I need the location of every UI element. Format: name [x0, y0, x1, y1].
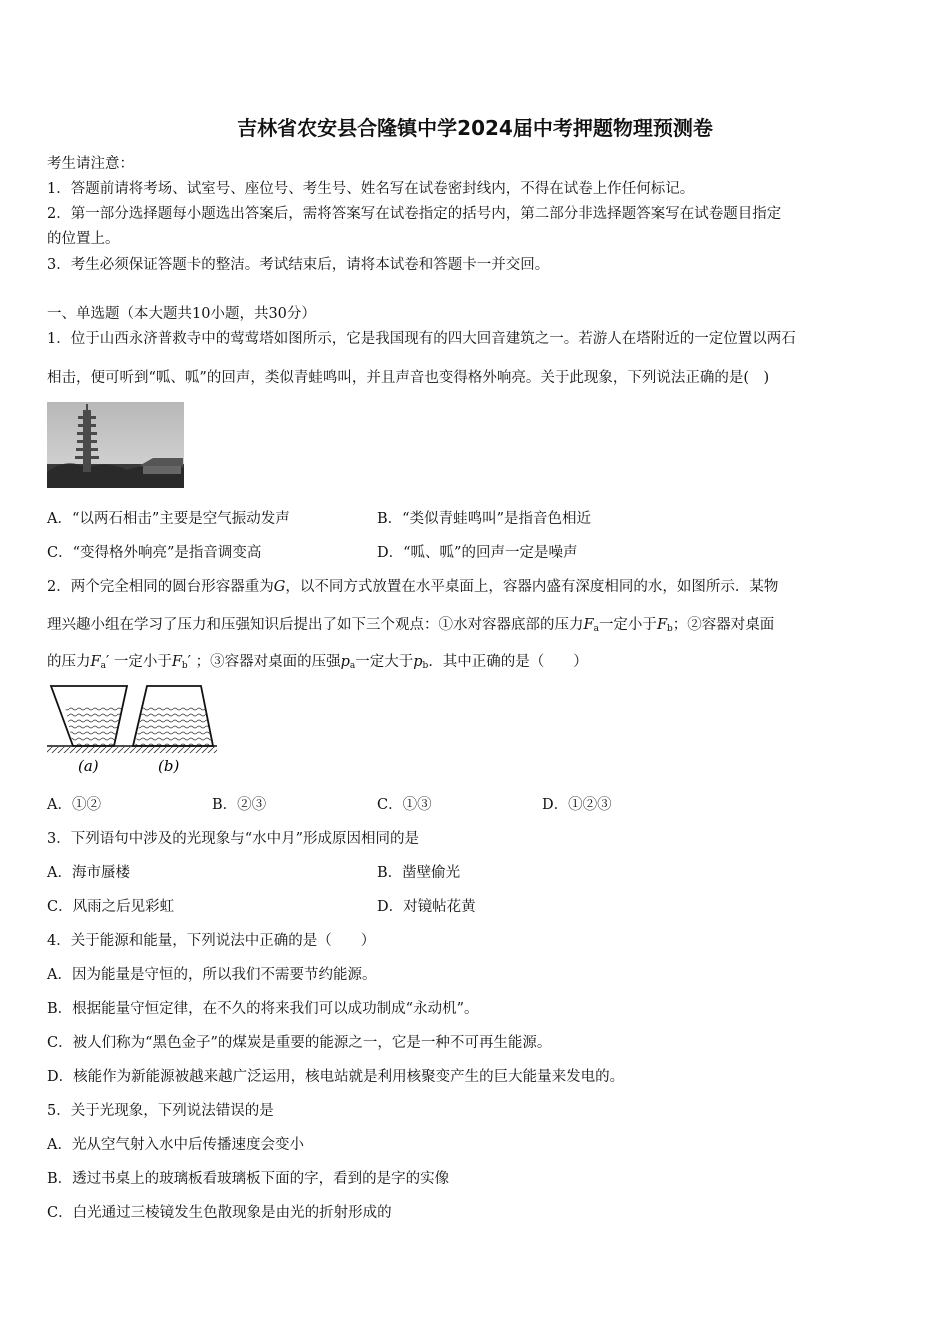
pagoda-photo	[47, 402, 184, 488]
q4-option-d: D．核能作为新能源被越来越广泛运用，核电站就是利用核聚变产生的巨大能量来发电的。	[47, 1069, 625, 1085]
q5-option-c: C．白光通过三棱镜发生色散现象是由光的折射形成的	[47, 1205, 392, 1221]
q4-option-c: C．被人们称为“黑色金子”的煤炭是重要的能源之一，它是一种不可再生能源。	[47, 1035, 552, 1051]
notice-item-1: 1．答题前请将考场、试室号、座位号、考生号、姓名写在试卷密封线内，不得在试卷上作任何标记。	[47, 181, 695, 197]
q1-option-d: D．“呱、呱”的回声一定是噪声	[377, 545, 578, 561]
q4-stem: 4．关于能源和能量，下列说法中正确的是（ ）	[47, 933, 376, 949]
q2-stem-line3: 的压力$F_a'$ 一定小于$F_b'$ ；③容器对桌面的压强$p_a$一定大于$p_b$．其中正确的是（ ）	[47, 654, 588, 671]
q1-option-a: A．“以两石相击”主要是空气振动发声	[47, 511, 290, 527]
q2-option-a: A．①②	[47, 797, 101, 813]
notice-item-2-cont: 的位置上。	[47, 231, 120, 247]
q1-option-c: C．“变得格外响亮”是指音调变高	[47, 545, 262, 561]
q3-option-c: C．风雨之后见彩虹	[47, 899, 175, 915]
notice-item-2: 2．第一部分选择题每小题选出答案后，需将答案写在试卷指定的括号内，第二部分非选择题答案写在试卷题目指定	[47, 206, 782, 222]
q3-stem: 3．下列语句中涉及的光现象与“水中月”形成原因相同的是	[47, 831, 420, 847]
notice-item-3: 3．考生必须保证答题卡的整洁。考试结束后，请将本试卷和答题卡一并交回。	[47, 257, 550, 273]
q5-stem: 5．关于光现象，下列说法错误的是	[47, 1103, 274, 1119]
notice-heading: 考生请注意：	[47, 156, 134, 172]
q1-option-b: B．“类似青蛙鸣叫”是指音色相近	[377, 511, 591, 527]
q5-option-a: A．光从空气射入水中后传播速度会变小	[47, 1137, 304, 1153]
q4-option-b: B．根据能量守恒定律，在不久的将来我们可以成功制成“永动机”。	[47, 1001, 479, 1017]
figure-label-b: (b)	[158, 757, 180, 775]
containers-diagram	[45, 682, 220, 777]
q2-option-b: B．②③	[212, 797, 267, 813]
q2-stem-line1: 2．两个完全相同的圆台形容器重为G，以不同方式放置在水平桌面上，容器内盛有深度相同的水，如图所示．某物	[47, 579, 779, 595]
figure-label-a: (a)	[78, 757, 99, 775]
q3-option-b: B．凿壁偷光	[377, 865, 461, 881]
q2-option-d: D．①②③	[542, 797, 612, 813]
q1-stem-line1: 1．位于山西永济普救寺中的莺莺塔如图所示，它是我国现有的四大回音建筑之一。若游人在塔附近的一定位置以两石	[47, 331, 796, 347]
q3-option-d: D．对镜帖花黄	[377, 899, 476, 915]
q3-option-a: A．海市蜃楼	[47, 865, 130, 881]
q5-option-b: B．透过书桌上的玻璃板看玻璃板下面的字，看到的是字的实像	[47, 1171, 450, 1187]
page-title: 吉林省农安县合隆镇中学2024届中考押题物理预测卷	[237, 116, 713, 140]
q4-option-a: A．因为能量是守恒的，所以我们不需要节约能源。	[47, 967, 377, 983]
q1-stem-line2: 相击，便可听到“呱、呱”的回声，类似青蛙鸣叫，并且声音也变得格外响亮。关于此现象，下列说法正确的是( )	[47, 370, 770, 386]
q2-option-c: C．①③	[377, 797, 432, 813]
q2-stem-line2: 理兴趣小组在学习了压力和压强知识后提出了如下三个观点：①水对容器底部的压力$F_a$一定小于$F_b$；②容器对桌面	[47, 617, 775, 634]
section-heading: 一、单选题（本大题共10小题，共30分）	[47, 306, 316, 322]
